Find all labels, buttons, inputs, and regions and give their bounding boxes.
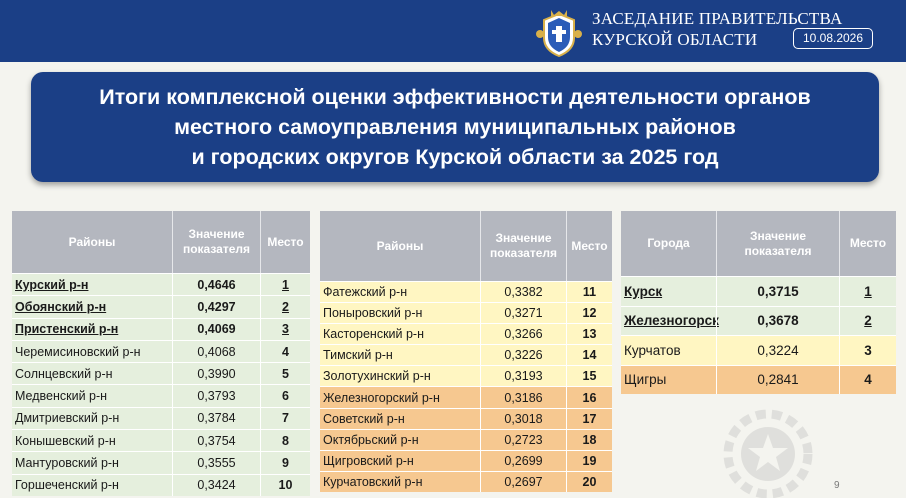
title-line1: Итоги комплексной оценки эффективности деятельности органов bbox=[99, 85, 811, 109]
title-banner bbox=[31, 72, 879, 182]
government-title-line2: КУРСКОЙ ОБЛАСТИ bbox=[592, 30, 758, 49]
district-name: Обоянский р-н bbox=[15, 299, 107, 314]
table-row bbox=[12, 384, 310, 406]
indicator-value: 0,3193 bbox=[480, 366, 566, 386]
district-name: Касторенский р-н bbox=[323, 327, 425, 342]
district-name: Курск bbox=[624, 283, 663, 299]
place-rank: 20 bbox=[566, 472, 612, 492]
indicator-value: 0,3793 bbox=[172, 385, 260, 406]
place-rank: 19 bbox=[566, 451, 612, 471]
place-rank: 18 bbox=[566, 430, 612, 450]
place-rank: 2 bbox=[839, 307, 896, 336]
government-title-line1: ЗАСЕДАНИЕ ПРАВИТЕЛЬСТВА bbox=[592, 9, 843, 28]
district-name: Железногорск bbox=[624, 313, 719, 329]
date-badge: 10.08.2026 bbox=[793, 28, 873, 49]
table-row bbox=[621, 365, 896, 395]
districts-table-top bbox=[12, 211, 310, 496]
place-rank: 1 bbox=[839, 277, 896, 306]
table-row bbox=[12, 273, 310, 295]
cities-table bbox=[621, 211, 896, 394]
district-name: Советский р-н bbox=[323, 411, 405, 426]
place-rank: 11 bbox=[566, 282, 612, 302]
table-row bbox=[621, 335, 896, 365]
top-header-bar bbox=[0, 0, 906, 62]
district-name: Курский р-н bbox=[15, 277, 89, 292]
place-rank: 3 bbox=[260, 319, 310, 340]
place-rank: 4 bbox=[839, 366, 896, 395]
header-districts: Районы bbox=[376, 238, 424, 253]
table-row bbox=[12, 429, 310, 451]
place-rank: 5 bbox=[260, 363, 310, 384]
place-rank: 9 bbox=[260, 452, 310, 473]
table-row bbox=[621, 276, 896, 306]
header-cities: Города bbox=[647, 236, 690, 250]
table-body bbox=[320, 281, 612, 492]
district-name: Мантуровский р-н bbox=[15, 456, 119, 471]
district-name: Курчатовский р-н bbox=[323, 474, 423, 489]
coat-of-arms-icon bbox=[534, 6, 584, 58]
table-row bbox=[320, 302, 612, 323]
table-row bbox=[320, 344, 612, 365]
header-value: Значение показателя bbox=[716, 211, 839, 276]
place-rank: 2 bbox=[260, 296, 310, 317]
indicator-value: 0,3266 bbox=[480, 324, 566, 344]
table-row bbox=[320, 323, 612, 344]
table-row bbox=[320, 450, 612, 471]
table-row bbox=[12, 362, 310, 384]
header-districts: Районы bbox=[68, 234, 116, 249]
district-name: Фатежский р-н bbox=[323, 285, 408, 300]
indicator-value: 0,3226 bbox=[480, 345, 566, 365]
indicator-value: 0,2841 bbox=[716, 366, 839, 395]
table-body bbox=[12, 273, 310, 496]
indicator-value: 0,3555 bbox=[172, 452, 260, 473]
place-rank: 7 bbox=[260, 408, 310, 429]
place-rank: 10 bbox=[260, 475, 310, 496]
table-row bbox=[320, 365, 612, 386]
header-value: Значение показателя bbox=[172, 211, 260, 273]
district-name: Конышевский р-н bbox=[15, 433, 116, 448]
header-place: Место bbox=[566, 211, 612, 281]
place-rank: 14 bbox=[566, 345, 612, 365]
place-rank: 16 bbox=[566, 387, 612, 407]
award-badge-icon bbox=[718, 404, 818, 498]
district-name: Октябрьский р-н bbox=[323, 432, 419, 447]
place-rank: 8 bbox=[260, 430, 310, 451]
district-name: Щигры bbox=[624, 372, 667, 388]
districts-table-bottom bbox=[320, 211, 612, 492]
table-row bbox=[12, 407, 310, 429]
indicator-value: 0,3424 bbox=[172, 475, 260, 496]
table-row bbox=[12, 295, 310, 317]
district-name: Пристенский р-н bbox=[15, 322, 119, 337]
indicator-value: 0,3224 bbox=[716, 336, 839, 365]
table-row bbox=[320, 471, 612, 492]
indicator-value: 0,3382 bbox=[480, 282, 566, 302]
district-name: Железногорский р-н bbox=[323, 390, 440, 405]
indicator-value: 0,2699 bbox=[480, 451, 566, 471]
table-row bbox=[320, 429, 612, 450]
district-name: Курчатов bbox=[624, 342, 681, 358]
title-line2: местного самоуправления муниципальных районов bbox=[174, 115, 736, 139]
district-name: Черемисиновский р-н bbox=[15, 344, 141, 359]
title-line3: и городских округов Курской области за 2025 год bbox=[191, 145, 719, 169]
place-rank: 3 bbox=[839, 336, 896, 365]
place-rank: 13 bbox=[566, 324, 612, 344]
place-rank: 1 bbox=[260, 274, 310, 295]
indicator-value: 0,4646 bbox=[172, 274, 260, 295]
table-row bbox=[12, 474, 310, 496]
place-rank: 12 bbox=[566, 303, 612, 323]
indicator-value: 0,4297 bbox=[172, 296, 260, 317]
table-header bbox=[320, 211, 612, 281]
district-name: Щигровский р-н bbox=[323, 453, 414, 468]
table-body bbox=[621, 276, 896, 394]
indicator-value: 0,3018 bbox=[480, 409, 566, 429]
district-name: Солнцевский р-н bbox=[15, 366, 113, 381]
indicator-value: 0,3271 bbox=[480, 303, 566, 323]
table-row bbox=[320, 386, 612, 407]
indicator-value: 0,4068 bbox=[172, 341, 260, 362]
district-name: Горшеченский р-н bbox=[15, 478, 119, 493]
table-header bbox=[621, 211, 896, 276]
indicator-value: 0,4069 bbox=[172, 319, 260, 340]
indicator-value: 0,3678 bbox=[716, 307, 839, 336]
table-row bbox=[320, 408, 612, 429]
place-rank: 4 bbox=[260, 341, 310, 362]
indicator-value: 0,3715 bbox=[716, 277, 839, 306]
table-header bbox=[12, 211, 310, 273]
district-name: Тимский р-н bbox=[323, 348, 393, 363]
place-rank: 6 bbox=[260, 385, 310, 406]
header-place: Место bbox=[839, 211, 896, 276]
page-number: 9 bbox=[834, 480, 840, 491]
place-rank: 17 bbox=[566, 409, 612, 429]
table-row bbox=[621, 306, 896, 336]
table-row bbox=[320, 281, 612, 302]
indicator-value: 0,2723 bbox=[480, 430, 566, 450]
table-row bbox=[12, 340, 310, 362]
table-row bbox=[12, 318, 310, 340]
district-name: Дмитриевский р-н bbox=[15, 411, 120, 426]
district-name: Медвенский р-н bbox=[15, 389, 108, 404]
header-place: Место bbox=[260, 211, 310, 273]
indicator-value: 0,3754 bbox=[172, 430, 260, 451]
header-value: Значение показателя bbox=[480, 211, 566, 281]
indicator-value: 0,3784 bbox=[172, 408, 260, 429]
district-name: Поныровский р-н bbox=[323, 306, 423, 321]
indicator-value: 0,2697 bbox=[480, 472, 566, 492]
place-rank: 15 bbox=[566, 366, 612, 386]
district-name: Золотухинский р-н bbox=[323, 369, 431, 384]
table-row bbox=[12, 451, 310, 473]
indicator-value: 0,3186 bbox=[480, 387, 566, 407]
indicator-value: 0,3990 bbox=[172, 363, 260, 384]
